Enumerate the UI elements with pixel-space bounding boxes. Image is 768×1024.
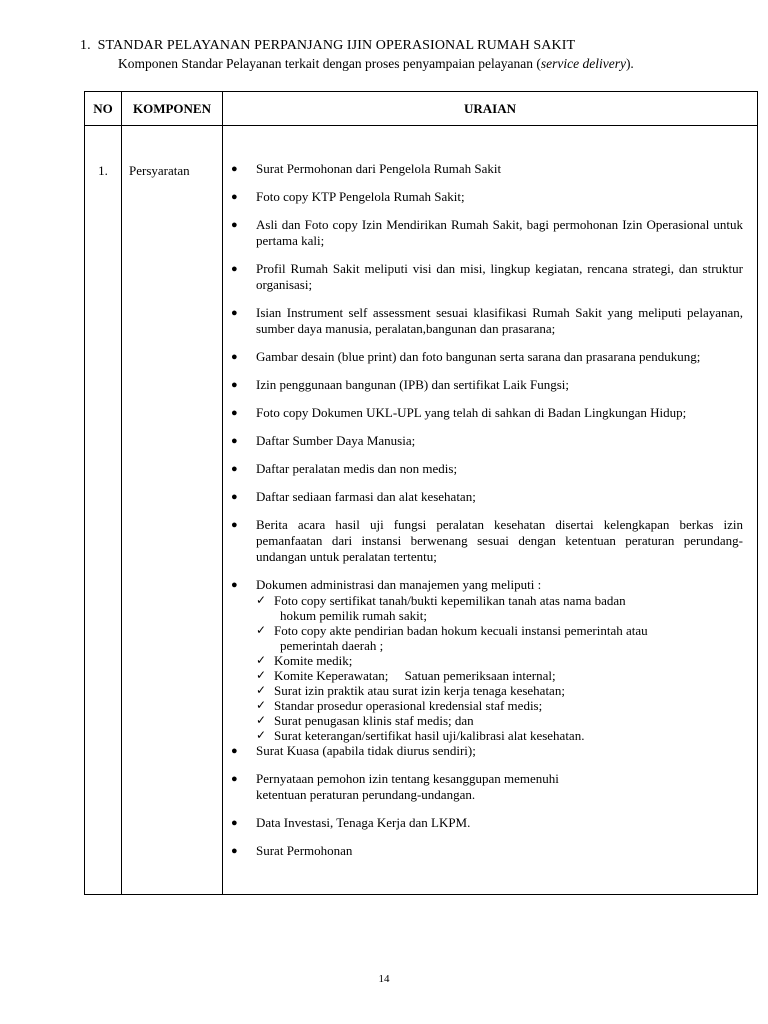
sub-item-text: Komite Keperawatan; Satuan pemeriksaan internal; [274,668,556,683]
section-heading [80,38,575,54]
sub-item-text: Surat keterangan/sertifikat hasil uji/kalibrasi alat kesehatan. [274,728,585,743]
list-item [229,261,743,293]
table-row [85,126,758,895]
subheading-end: ). [625,56,634,71]
list-item [229,377,743,393]
check-icon: ✓ [256,698,267,712]
subheading-italic: service delivery [540,56,626,71]
list-item [229,217,743,249]
header-no: NO [85,92,122,126]
list-item-text: Surat Permohonan [256,843,353,858]
list-item-text: Asli dan Foto copy Izin Mendirikan Rumah Sakit, bagi permohonan Izin Operasional untuk pertama kali; [256,217,743,248]
list-item-text: Surat Permohonan dari Pengelola Rumah Sakit [256,161,502,176]
list-item-text: Dokumen administrasi dan manajemen yang meliputi : [256,577,542,592]
list-item-text: Surat Kuasa (apabila tidak diurus sendiri); [256,743,476,758]
row-no-cell [85,126,122,895]
check-icon: ✓ [256,593,267,607]
bullet-icon: ● [231,519,238,531]
check-icon: ✓ [256,713,267,727]
list-item-text: Foto copy Dokumen UKL-UPL yang telah di sahkan di Badan Lingkungan Hidup; [256,405,687,420]
sub-list-item [256,698,743,713]
list-item-text: Pernyataan pemohon izin tentang kesanggupan memenuhi [256,771,559,786]
check-icon: ✓ [256,668,267,682]
list-item-text: Foto copy KTP Pengelola Rumah Sakit; [256,189,465,204]
section-number: 1. [80,38,91,53]
bullet-icon: ● [231,379,238,391]
list-item [229,489,743,505]
sub-list-item [256,623,743,653]
header-uraian: URAIAN [223,92,758,126]
list-item-text: Daftar peralatan medis dan non medis; [256,461,458,476]
sub-list-item [256,668,743,683]
bullet-icon: ● [231,817,238,829]
check-icon: ✓ [256,683,267,697]
row-komponen: Persyaratan [122,126,223,895]
bullet-icon: ● [231,163,238,175]
bullet-icon: ● [231,263,238,275]
bullet-icon: ● [231,463,238,475]
list-item-text: Izin penggunaan bangunan (IPB) dan sertifikat Laik Fungsi; [256,377,570,392]
section-subheading [118,56,634,72]
sub-list-item [256,593,743,623]
list-item-text: Daftar sediaan farmasi dan alat kesehatan; [256,489,476,504]
sub-list [256,593,743,743]
bullet-icon: ● [231,351,238,363]
list-item-text: Daftar Sumber Daya Manusia; [256,433,416,448]
sub-list-item [256,683,743,698]
list-item [229,189,743,205]
list-item-text: Isian Instrument self assessment sesuai klasifikasi Rumah Sakit yang meliputi pelayanan, sumber daya manusia, peralatan,bangunan dan prasarana; [256,305,743,336]
sub-list-item [256,653,743,668]
bullet-icon: ● [231,307,238,319]
list-item [229,771,743,803]
sub-item-text: Standar prosedur operasional kredensial staf medis; [274,698,543,713]
bullet-icon: ● [231,491,238,503]
list-item [229,517,743,565]
row-no: 1. [98,163,108,178]
bullet-icon: ● [231,845,238,857]
page-number: 14 [378,973,390,985]
sub-item-text: Surat penugasan klinis staf medis; dan [274,713,474,728]
list-item-text: Profil Rumah Sakit meliputi visi dan misi, lingkup kegiatan, rencana strategi, dan struktur organisasi; [256,261,743,292]
list-item [229,577,743,743]
standards-table [84,91,758,895]
sub-list-item [256,713,743,728]
sub-item-text: Surat izin praktik atau surat izin kerja tenaga kesehatan; [274,683,565,698]
header-komponen: KOMPONEN [122,92,223,126]
list-item [229,843,743,859]
list-item-text: Data Investasi, Tenaga Kerja dan LKPM. [256,815,471,830]
bullet-icon: ● [231,219,238,231]
section-title: STANDAR PELAYANAN PERPANJANG IJIN OPERASIONAL RUMAH SAKIT [97,38,576,53]
table-header-row [85,92,758,126]
list-item-text: Gambar desain (blue print) dan foto bangunan serta sarana dan prasarana pendukung; [256,349,701,364]
list-item [229,461,743,477]
bullet-icon: ● [231,435,238,447]
bullet-icon: ● [231,191,238,203]
list-item [229,349,743,365]
check-icon: ✓ [256,623,267,637]
bullet-icon: ● [231,745,238,757]
list-item [229,433,743,449]
sub-item-text: Komite medik; [274,653,353,668]
sub-item-text: Foto copy sertifikat tanah/bukti kepemilikan tanah atas nama badan [274,593,626,608]
list-item [229,161,743,177]
list-item [229,305,743,337]
row-uraian [223,126,758,895]
list-item-text-cont: ketentuan peraturan perundang-undangan. [256,787,476,802]
list-item-text: Berita acara hasil uji fungsi peralatan kesehatan disertai kelengkapan berkas izin pemanfaatan dari instansi berwenang sesuai dengan ketentuan peraturan perundang-undangan untuk peralatan tertentu; [256,517,743,564]
check-icon: ✓ [256,728,267,742]
sub-item-text: Foto copy akte pendirian badan hokum kecuali instansi pemerintah atau [274,623,648,638]
list-item [229,743,743,759]
list-item [229,405,743,421]
sub-list-item [256,728,743,743]
list-item [229,815,743,831]
bullet-icon: ● [231,773,238,785]
requirements-list [229,161,743,859]
subheading-text: Komponen Standar Pelayanan terkait dengan proses penyampaian pelayanan ( [118,56,541,71]
sub-item-text-cont: pemerintah daerah ; [280,638,384,653]
bullet-icon: ● [231,579,238,591]
check-icon: ✓ [256,653,267,667]
bullet-icon: ● [231,407,238,419]
sub-item-text-cont: hokum pemilik rumah sakit; [280,608,427,623]
